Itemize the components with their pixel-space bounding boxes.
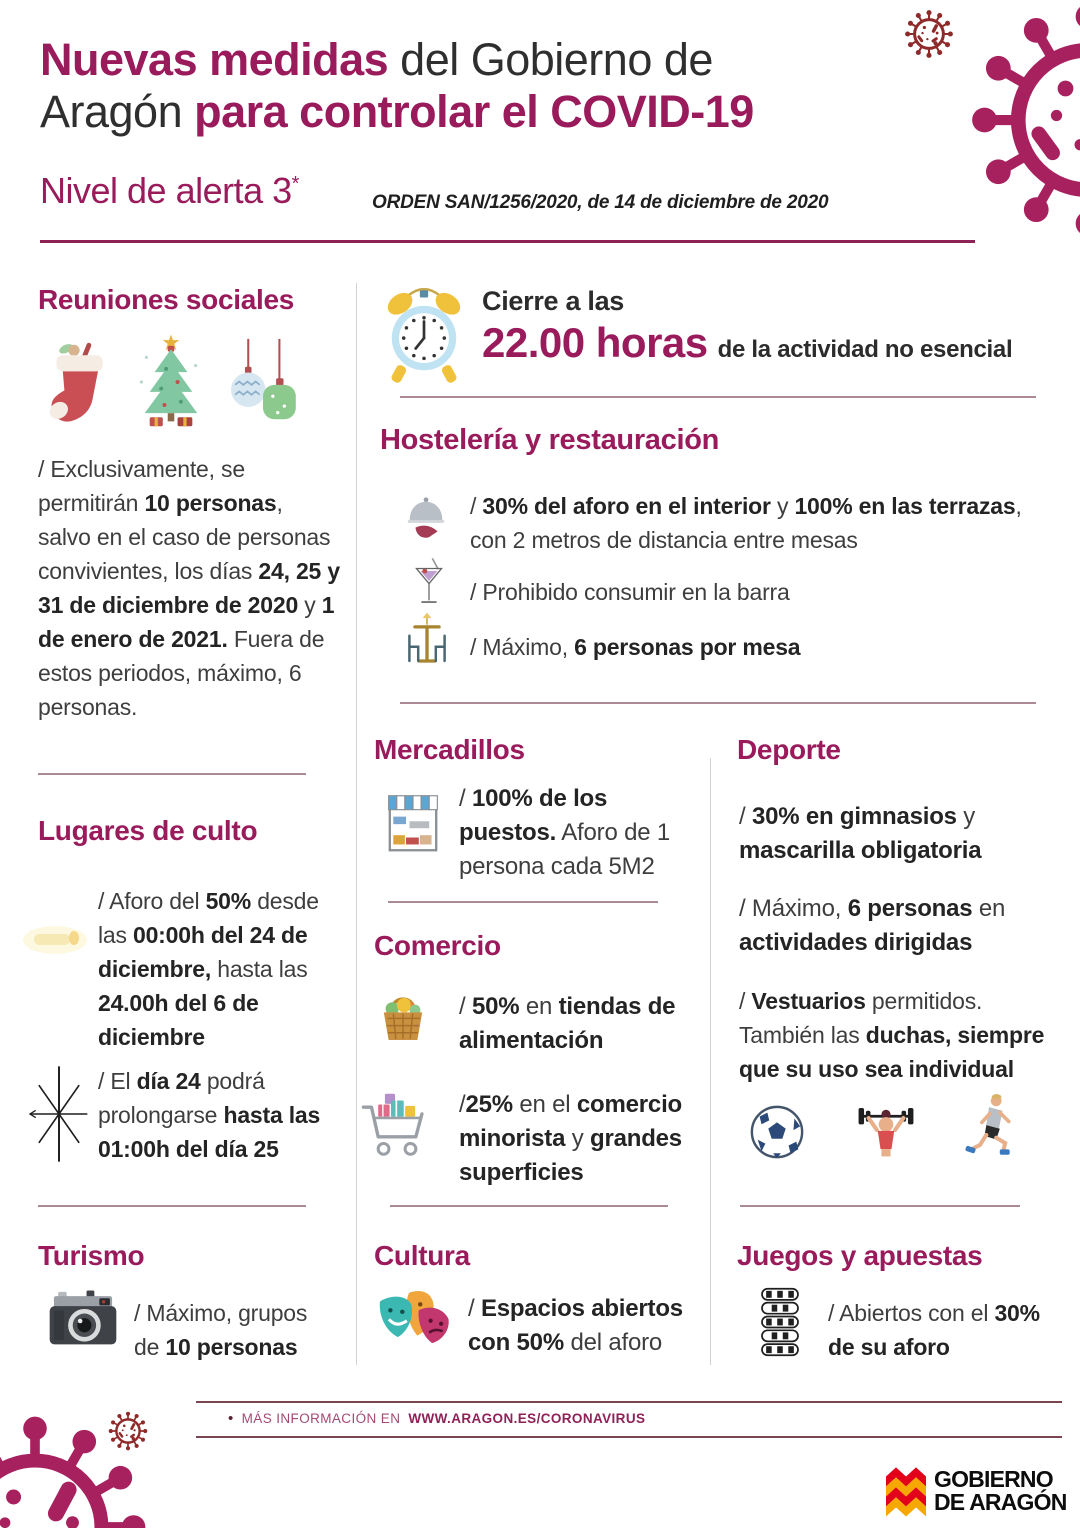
deporte-text-2: / Máximo, 6 personas en actividades dirigidas	[739, 895, 1006, 956]
turismo-text: / Máximo, grupos de 10 personas	[134, 1300, 308, 1360]
mercadillos-text: / 100% de los puestos. Aforo de 1 persona cada 5M2	[459, 785, 670, 880]
logo-line1: GOBIERNO	[934, 1466, 1053, 1493]
candle-icon	[22, 912, 88, 964]
section-title-turismo: Turismo	[38, 1240, 145, 1271]
info-url-link[interactable]: WWW.ARAGON.ES/CORONAVIRUS	[408, 1411, 646, 1426]
logo-line2: DE ARAGÓN	[934, 1489, 1067, 1515]
christmas-tree-icon	[130, 326, 212, 438]
alarm-clock-icon	[372, 281, 476, 391]
theater-masks-icon	[374, 1286, 456, 1354]
footer-divider	[196, 1401, 1062, 1403]
cloche-icon	[402, 490, 450, 548]
page-title	[40, 34, 920, 138]
bullet: •	[228, 1410, 234, 1427]
gobierno-aragon-logo	[886, 1464, 1067, 1518]
culto-text-2: / El día 24 podrá prolongarse hasta las 01:00h del día 25	[98, 1068, 321, 1162]
more-info-label: MÁS INFORMACIÓN EN	[241, 1411, 401, 1426]
soccer-ball-icon	[748, 1103, 806, 1161]
section-title-juegos: Juegos y apuestas	[737, 1240, 983, 1271]
culto-text-1: / Aforo del 50% desde las 00:00h del 24 de diciembre, hasta las 24.00h del 6 de diciembre	[98, 888, 319, 1050]
poker-chips-icon	[752, 1286, 808, 1358]
comercio-text-1: / 50% en tiendas de alimentación	[459, 993, 676, 1054]
stocking-icon	[42, 330, 122, 438]
section-divider	[740, 1205, 1020, 1207]
virus-icon-large	[962, 0, 1080, 246]
section-title-mercadillos: Mercadillos	[374, 734, 525, 765]
closure-time: 22.00 horas	[482, 319, 708, 366]
comercio-text-2: /25% en el comercio minorista y grandes superficies	[459, 1091, 683, 1186]
deporte-text-1: / 30% en gimnasios y mascarilla obligatoria	[739, 803, 982, 864]
camera-icon	[44, 1288, 122, 1354]
header-divider	[40, 240, 975, 243]
column-divider	[710, 758, 711, 1365]
closure-suffix: de la actividad no esencial	[717, 336, 1013, 363]
grocery-basket-icon	[372, 986, 434, 1046]
closure-banner	[482, 286, 1042, 367]
section-divider	[38, 1205, 306, 1207]
alert-footnote-marker: *	[291, 173, 299, 195]
aragon-emblem-icon	[886, 1464, 926, 1518]
terrace-table-icon	[394, 610, 460, 668]
footer-divider	[196, 1436, 1062, 1438]
order-reference: ORDEN SAN/1256/2020, de 14 de diciembre de 2020	[372, 192, 829, 213]
footer-info	[228, 1410, 645, 1427]
shopping-cart-icon	[358, 1084, 432, 1164]
section-title-reuniones: Reuniones sociales	[38, 284, 295, 315]
section-divider	[390, 1205, 668, 1207]
alert-level: Nivel de alerta 3*	[40, 170, 299, 211]
weightlifting-icon	[854, 1096, 918, 1162]
closure-intro: Cierre a las	[482, 286, 624, 316]
hosteleria-text-3: / Máximo, 6 personas por mesa	[470, 634, 801, 660]
section-title-comercio: Comercio	[374, 930, 501, 961]
column-divider	[356, 283, 357, 1365]
juegos-text: / Abiertos con el 30% de su aforo	[828, 1300, 1040, 1360]
section-divider	[400, 702, 1036, 704]
section-title-culto: Lugares de culto	[38, 815, 258, 846]
reuniones-text: / Exclusivamente, se permitirán 10 personas, salvo en el caso de personas convivientes, los días 24, 25 y 31 de diciembre de 2020 y 1 de enero de 2021. Fuera de estos periodos, máximo, 6 personas.	[38, 456, 340, 720]
star-icon	[26, 1064, 92, 1164]
cultura-text: / Espacios abiertos con 50% del aforo	[468, 1295, 683, 1356]
title-line2: Aragón para controlar el COVID-19	[40, 86, 754, 138]
section-divider	[388, 901, 658, 903]
logo-text	[934, 1468, 1067, 1513]
baubles-icon	[222, 330, 304, 438]
title-line1: Nuevas medidas del Gobierno de	[40, 34, 713, 85]
section-title-cultura: Cultura	[374, 1240, 470, 1271]
section-title-hosteleria: Hostelería y restauración	[380, 424, 720, 456]
deporte-text-3: / Vestuarios permitidos. También las duchas, siempre que su uso sea individual	[739, 988, 1045, 1082]
section-divider	[38, 773, 306, 775]
market-stall-icon	[384, 791, 442, 855]
hosteleria-text-2: / Prohibido consumir en la barra	[470, 579, 790, 605]
hosteleria-text-1: / 30% del aforo en el interior y 100% en las terrazas, con 2 metros de distancia entre mesas	[470, 493, 1022, 553]
virus-icon-small	[107, 1410, 149, 1452]
running-icon	[962, 1092, 1016, 1160]
section-title-deporte: Deporte	[737, 734, 841, 765]
section-divider	[400, 396, 1036, 398]
